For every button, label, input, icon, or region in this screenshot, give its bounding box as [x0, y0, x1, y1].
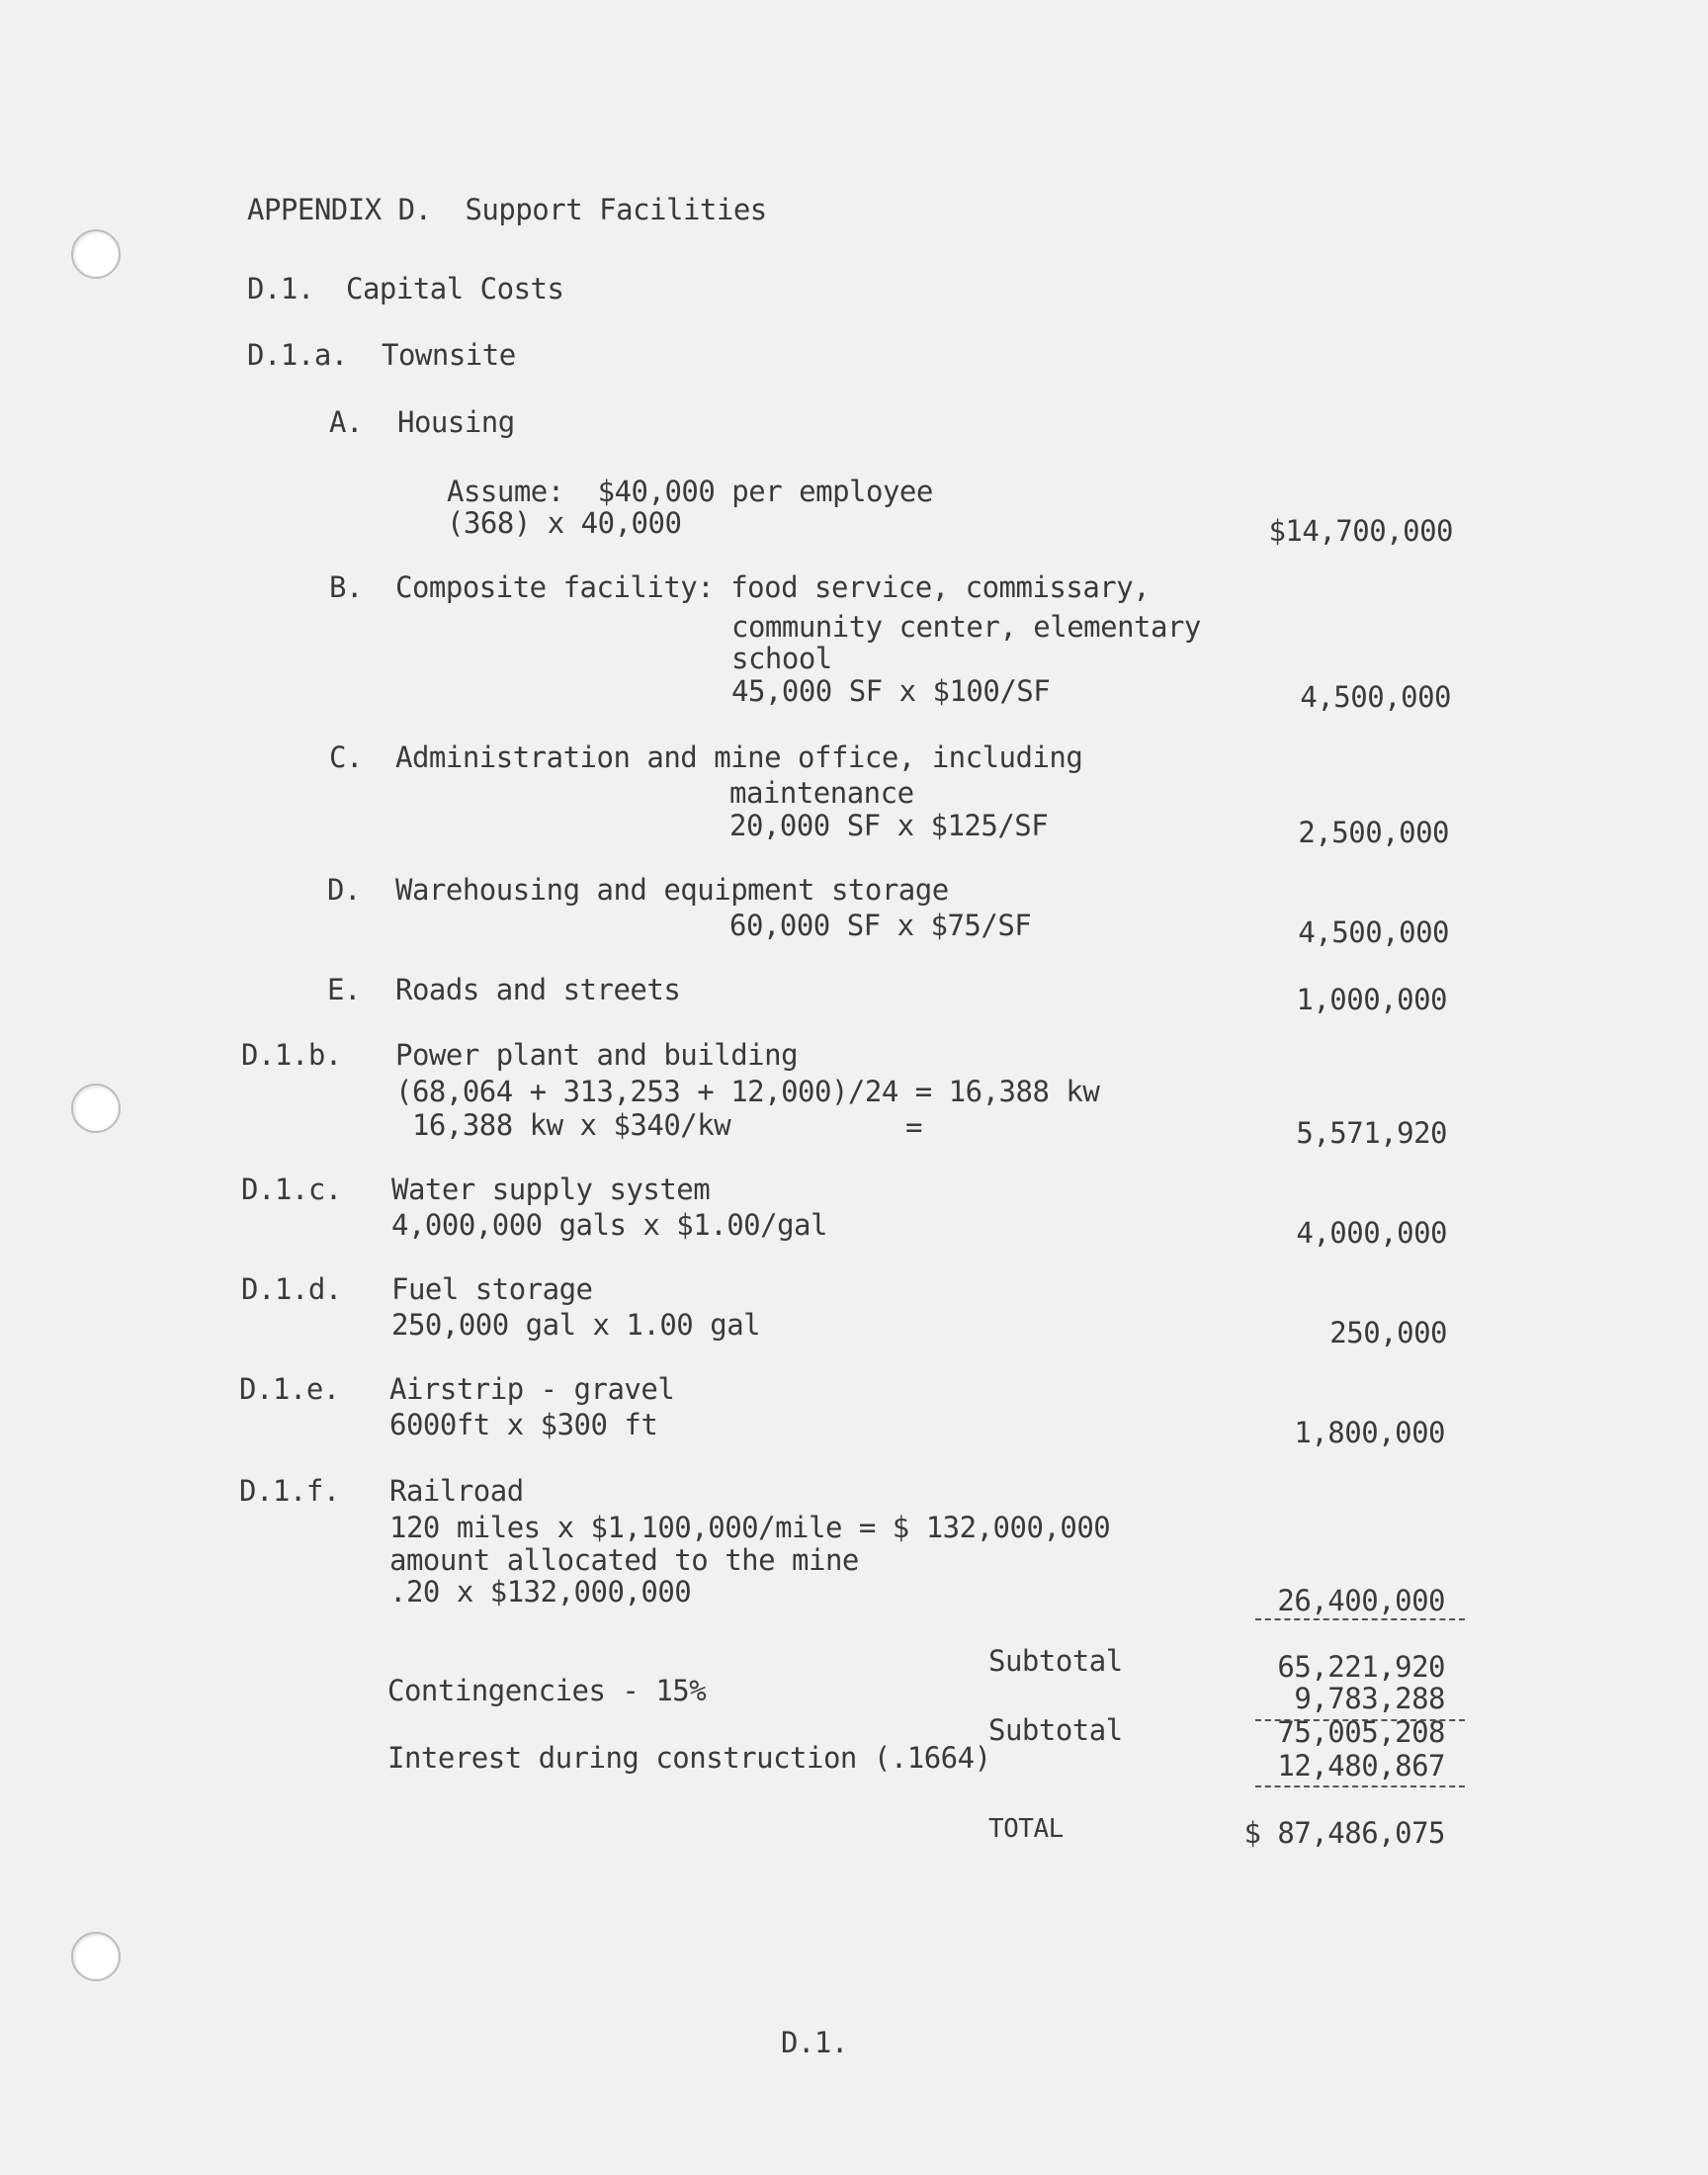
item-calc: Assume: $40,000 per employee: [447, 475, 933, 508]
appendix-title: APPENDIX D. Support Facilities: [247, 193, 767, 226]
item-description: community center, elementary: [731, 610, 1201, 644]
underline-rule: [1255, 1618, 1465, 1620]
section-calc: 16,388 kw x $340/kw: [395, 1108, 731, 1142]
section-number: D.1.f.: [239, 1474, 340, 1508]
item-title: Composite facility: food service, commissary,: [395, 570, 1151, 604]
subtotal-amount: 75,005,208: [1277, 1715, 1445, 1749]
item-calc: 20,000 SF x $125/SF: [729, 809, 1049, 842]
total-amount: $ 87,486,075: [1243, 1816, 1445, 1850]
item-letter: D.: [327, 873, 361, 907]
punch-hole-middle: [71, 1084, 121, 1133]
item-amount: 4,500,000: [1300, 680, 1451, 714]
townsite-title: Townsite: [382, 338, 516, 372]
section-calc: .20 x $132,000,000: [389, 1575, 692, 1609]
item-description: maintenance: [729, 776, 914, 810]
townsite-number: D.1.a.: [247, 338, 348, 372]
section-title: Fuel storage: [391, 1272, 593, 1306]
item-title: Roads and streets: [395, 973, 681, 1006]
section-title: Airstrip - gravel: [389, 1372, 675, 1406]
underline-rule: [1255, 1785, 1465, 1787]
item-title: Housing: [397, 405, 515, 439]
contingencies-label: Contingencies - 15%: [387, 1674, 707, 1707]
interest-amount: 12,480,867: [1277, 1749, 1445, 1783]
page-number: D.1.: [781, 2026, 848, 2059]
punch-hole-bottom: [71, 1932, 121, 1981]
subtotal-label: Subtotal: [988, 1713, 1123, 1747]
section-amount: 5,571,920: [1296, 1116, 1447, 1150]
interest-label: Interest during construction (.1664): [387, 1741, 991, 1775]
section-number: D.1.: [247, 272, 314, 305]
section-title: Power plant and building: [395, 1038, 799, 1072]
section-amount: 26,400,000: [1277, 1584, 1445, 1617]
section-number: D.1.c.: [241, 1173, 342, 1206]
item-amount: 4,500,000: [1298, 915, 1449, 949]
section-amount: 4,000,000: [1296, 1216, 1447, 1250]
item-calc: (368) x 40,000: [447, 506, 682, 540]
section-calc: 250,000 gal x 1.00 gal: [391, 1308, 761, 1342]
item-title: Administration and mine office, including: [395, 740, 1083, 774]
item-calc: 45,000 SF x $100/SF: [731, 674, 1051, 708]
section-calc: 4,000,000 gals x $1.00/gal: [391, 1208, 827, 1242]
total-label: TOTAL: [988, 1814, 1064, 1844]
equals-sign: =: [905, 1110, 922, 1144]
subtotal-label: Subtotal: [988, 1644, 1123, 1678]
section-calc: amount allocated to the mine: [389, 1543, 859, 1577]
item-letter: E.: [327, 973, 361, 1006]
section-title: Railroad: [389, 1474, 524, 1508]
item-letter: C.: [329, 740, 363, 774]
section-number: D.1.b.: [241, 1038, 342, 1072]
section-amount: 250,000: [1329, 1316, 1447, 1349]
subtotal-amount: 65,221,920: [1277, 1650, 1445, 1684]
item-title: Warehousing and equipment storage: [395, 873, 949, 907]
item-amount: 1,000,000: [1296, 983, 1447, 1016]
section-amount: 1,800,000: [1294, 1416, 1445, 1449]
item-amount: $14,700,000: [1268, 514, 1453, 548]
section-title: Water supply system: [391, 1173, 711, 1206]
section-calc: 6000ft x $300 ft: [389, 1408, 658, 1441]
item-amount: 2,500,000: [1298, 816, 1449, 849]
section-number: D.1.d.: [241, 1272, 342, 1306]
contingencies-amount: 9,783,288: [1294, 1682, 1445, 1715]
section-title: Capital Costs: [346, 272, 564, 305]
item-letter: B.: [329, 570, 363, 604]
section-calc: (68,064 + 313,253 + 12,000)/24 = 16,388 kw: [395, 1075, 1100, 1108]
punch-hole-top: [71, 229, 121, 279]
item-letter: A.: [329, 405, 363, 439]
item-description: school: [731, 642, 832, 675]
section-calc: 120 miles x $1,100,000/mile = $ 132,000,000: [389, 1511, 1111, 1544]
section-number: D.1.e.: [239, 1372, 340, 1406]
item-calc: 60,000 SF x $75/SF: [729, 909, 1032, 942]
